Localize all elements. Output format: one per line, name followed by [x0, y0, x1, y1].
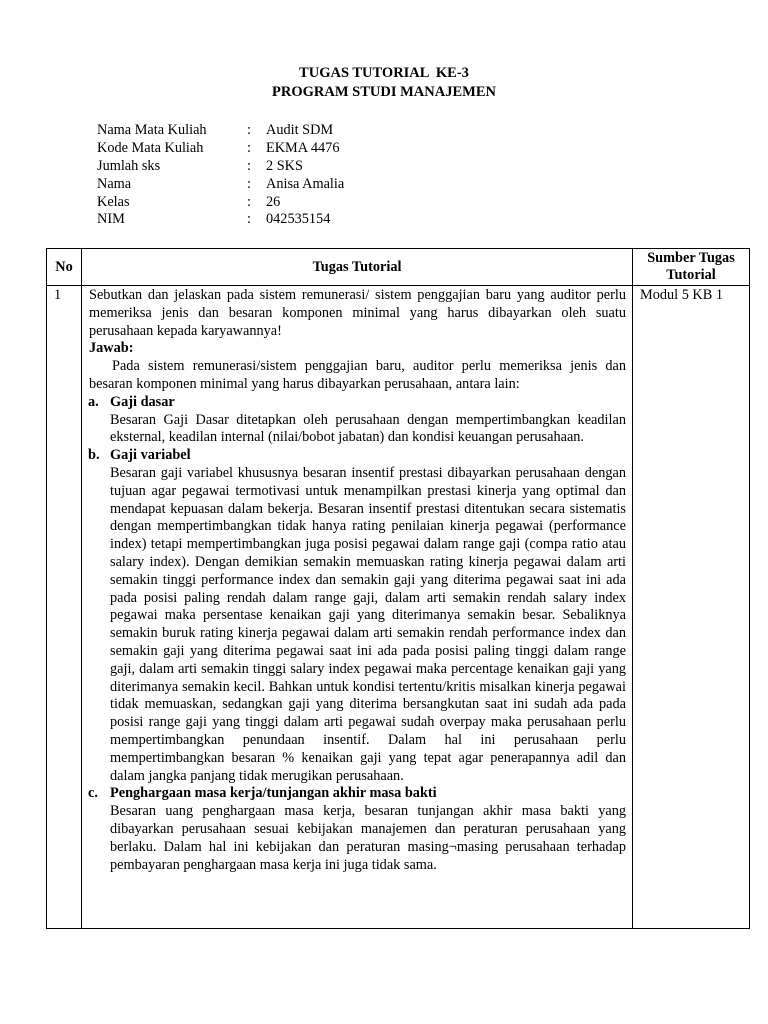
info-label: Kode Mata Kuliah — [97, 139, 204, 156]
info-colon: : — [247, 193, 251, 210]
header-no: No — [47, 249, 82, 286]
item-marker: a. — [88, 393, 99, 410]
info-label: Nama Mata Kuliah — [97, 122, 207, 138]
answer-intro: Pada sistem remunerasi/sistem penggajian baru, auditor perlu memeriksa jenis dan besaran komponen minimal yang harus dibayarkan perusahaan, antara lain: — [89, 358, 626, 392]
info-value: 26 — [266, 193, 281, 210]
item-body: Besaran uang penghargaan masa kerja, besaran tunjangan akhir masa bakti yang dibayarkan perusahaan sesuai kebijakan manajemen dan peraturan perusahaan yang berlaku. Dalam hal ini kebijakan dan peraturan masing¬masing perusahaan terhadap pembayaran penghargaan masa kerja ini juga tidak sama. — [110, 803, 626, 873]
info-value: Audit SDM — [266, 122, 334, 138]
info-label: Kelas — [97, 193, 130, 210]
table-header-row — [47, 249, 750, 286]
item-heading: Gaji variabel — [110, 447, 191, 464]
info-colon: : — [247, 175, 251, 192]
item-marker: c. — [88, 785, 98, 802]
info-value: 042535154 — [266, 211, 331, 228]
answer-item-service-award — [89, 785, 626, 874]
info-colon: : — [247, 157, 251, 174]
question-text: Sebutkan dan jelaskan pada sistem remunerasi/ sistem penggajian baru yang auditor perlu memeriksa jenis dan besaran komponen minimal yang harus dibayarkan oleh suatu perusahaan kepada karyawannya! — [89, 287, 626, 339]
info-colon: : — [247, 139, 251, 156]
tutorial-table — [46, 248, 750, 929]
answer-item-base-salary — [89, 394, 626, 447]
row-number: 1 — [47, 286, 82, 929]
item-heading: Gaji dasar — [110, 393, 175, 410]
info-label: NIM — [97, 211, 125, 228]
task-cell — [82, 286, 633, 929]
source-cell: Modul 5 KB 1 — [633, 286, 750, 929]
answer-item-variable-salary — [89, 447, 626, 785]
item-body: Besaran Gaji Dasar ditetapkan oleh perusahaan dengan mempertimbangkan keadilan eksternal, keadilan internal (nilai/bobot jabatan) dan kondisi keuangan perusahaan. — [110, 411, 626, 446]
answer-label: Jawab: — [89, 340, 134, 357]
header-source: Sumber Tugas Tutorial — [633, 249, 750, 286]
info-value: EKMA 4476 — [266, 139, 340, 156]
info-label: Nama — [97, 175, 132, 192]
info-label: Jumlah sks — [97, 157, 161, 174]
document-title — [0, 64, 768, 102]
item-marker: b. — [88, 447, 100, 464]
info-colon: : — [247, 211, 251, 228]
title-line-2: PROGRAM STUDI MANAJEMEN — [272, 84, 496, 100]
table-row — [47, 286, 750, 929]
info-value: 2 SKS — [266, 157, 303, 174]
item-body: Besaran gaji variabel khususnya besaran insentif prestasi dibayarkan perusahaan dengan tujuan agar pegawai termotivasi untuk menampilkan prestasi kinerja yang optimal dan mendapat kepuasan dalam bekerja. Besaran insentif prestasi ditentukan secara sistematis dengan mempertimbangkan tidak hanya rating penilaian kinerja pegawai (performance index) tetapi mempertimbangkan juga posisi pegawai dalam range gaji (compa ratio atau salary index). Dengan demikian semakin memuaskan rating kinerja pegawai dalam arti semakin tinggi performance index dan semakin gaji yang diterima pegawai saat ini ada pada posisi paling rendah dalam range gaji, dalam arti semakin rendah salary index pegawai maka persentase kenaikan gaji yang diterimanya semakin besar. Sebaliknya semakin buruk rating kinerja pegawai dalam arti semakin rendah performance index dan semakin gaji yang diterima pegawai saat ini ada pada posisi paling tinggi dalam range gaji, dalam arti semakin tinggi salary index pegawai maka percentage kenaikan gaji yang diterimanya semakin kecil. Bahkan untuk kondisi tertentu/kritis misalkan kinerja pegawai tidak memuaskan, sedangkan gaji yang diterima bersangkutan saat ini sudah ada pada posisi range gaji yang tinggi dalam arti pegawai sudah overpay maka perusahaan perlu mempertimbangkan penundaan insentif. Dalam hal ini perusahaan perlu mempertimbangkan besaran % kenaikan gaji yang tepat agar penerapannya adil dan dalam jangka panjang tidak merugikan perusahaan. — [110, 464, 626, 784]
info-value: Anisa Amalia — [266, 175, 345, 192]
item-heading: Penghargaan masa kerja/tunjangan akhir masa bakti — [110, 785, 437, 802]
title-line-1: TUGAS TUTORIAL KE-3 — [299, 65, 469, 81]
info-colon: : — [247, 122, 251, 138]
header-task: Tugas Tutorial — [82, 249, 633, 286]
